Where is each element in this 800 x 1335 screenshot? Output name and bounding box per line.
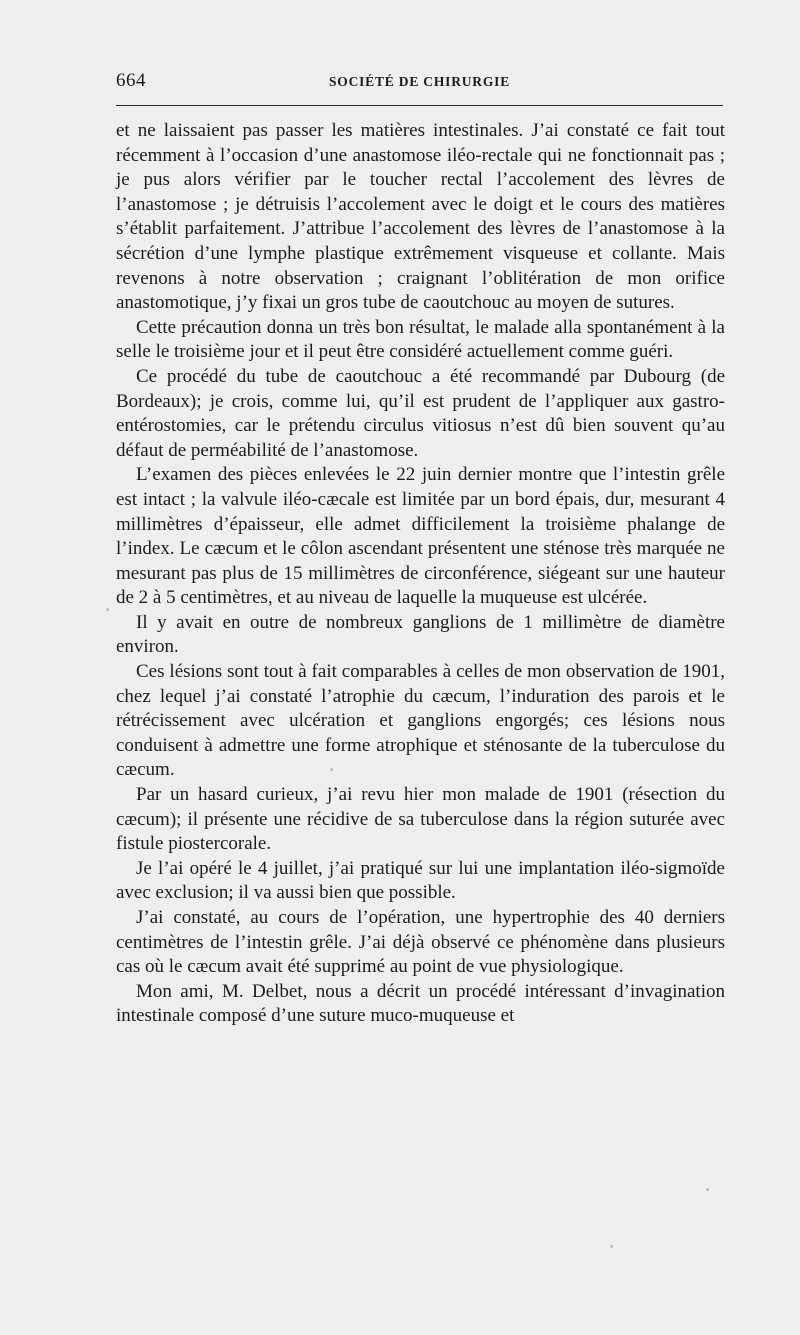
print-speck xyxy=(706,1188,709,1191)
page-number: 664 xyxy=(116,70,146,91)
print-speck xyxy=(610,1245,613,1248)
paragraph: Mon ami, M. Delbet, nous a décrit un procédé intéressant d’invagination intestinale composé d’une suture muco-muqueuse et xyxy=(116,980,725,1027)
paragraph: Cette précaution donna un très bon résultat, le malade alla spontanément à la selle le troisième jour et il peut être considéré actuellement comme guéri. xyxy=(116,316,725,363)
body-text xyxy=(116,119,725,1029)
header-rule xyxy=(116,105,723,106)
print-speck xyxy=(106,608,109,611)
page-header xyxy=(116,68,723,98)
print-speck xyxy=(330,768,333,771)
paragraph: Par un hasard curieux, j’ai revu hier mon malade de 1901 (résection du cæcum); il présente une récidive de sa tuberculose dans la région suturée avec fistule piostercorale. xyxy=(116,784,725,855)
paragraph: Il y avait en outre de nombreux ganglions de 1 millimètre de diamètre environ. xyxy=(116,611,725,658)
paragraph: L’examen des pièces enlevées le 22 juin dernier montre que l’intestin grêle est intact ; la valvule iléo-cæcale est limitée par un bord épais, dur, mesurant 4 millimètres d’épaisseur, elle admet difficilement la troisième phalange de l’index. Le cæcum et le côlon ascendant présentent une sténose très marquée ne mesurant pas plus de 15 millimètres de circonférence, siégeant sur une hauteur de 2 à 5 centimètres, et au niveau de laquelle la muqueuse est ulcérée. xyxy=(116,464,725,609)
running-title: SOCIÉTÉ DE CHIRURGIE xyxy=(328,74,511,89)
paragraph: Ces lésions sont tout à fait comparables à celles de mon observation de 1901, chez lequel j’ai constaté l’atrophie du cæcum, l’induration des parois et le rétrécissement avec ulcération et ganglions engorgés; ces lésions nous conduisent à admettre une forme atrophique et sténosante de la tuberculose du cæcum. xyxy=(116,661,725,781)
paragraph: J’ai constaté, au cours de l’opération, une hypertrophie des 40 derniers centimètres de l’intestin grêle. J’ai déjà observé ce phénomène dans plusieurs cas où le cæcum avait été supprimé au point de vue physiologique. xyxy=(116,907,725,978)
paragraph-continued: et ne laissaient pas passer les matières intestinales. J’ai constaté ce fait tout récemment à l’occasion d’une anastomose iléo-rectale qui ne fonctionnait pas ; je pus alors vérifier par le toucher rectal l’accolement des lèvres de l’anastomose ; je détruisis l’accolement avec le doigt et le cours des matières s’établit parfaitement. J’attribue l’accolement des lèvres de l’anastomose à la sécrétion d’une lymphe plastique extrêmement visqueuse et collante. Mais revenons à notre observation ; craignant l’oblitération de mon orifice anastomotique, j’y fixai un gros tube de caoutchouc au moyen de sutures. xyxy=(116,120,725,314)
paragraph: Ce procédé du tube de caoutchouc a été recommandé par Dubourg (de Bordeaux); je crois, comme lui, qu’il est prudent de l’appliquer aux gastro-entérostomies, car le prétendu circulus vitiosus n’est dû bien souvent qu’au défaut de perméabilité de l’anastomose. xyxy=(116,365,725,461)
paragraph: Je l’ai opéré le 4 juillet, j’ai pratiqué sur lui une implantation iléo-sigmoïde avec exclusion; il va aussi bien que possible. xyxy=(116,857,725,904)
